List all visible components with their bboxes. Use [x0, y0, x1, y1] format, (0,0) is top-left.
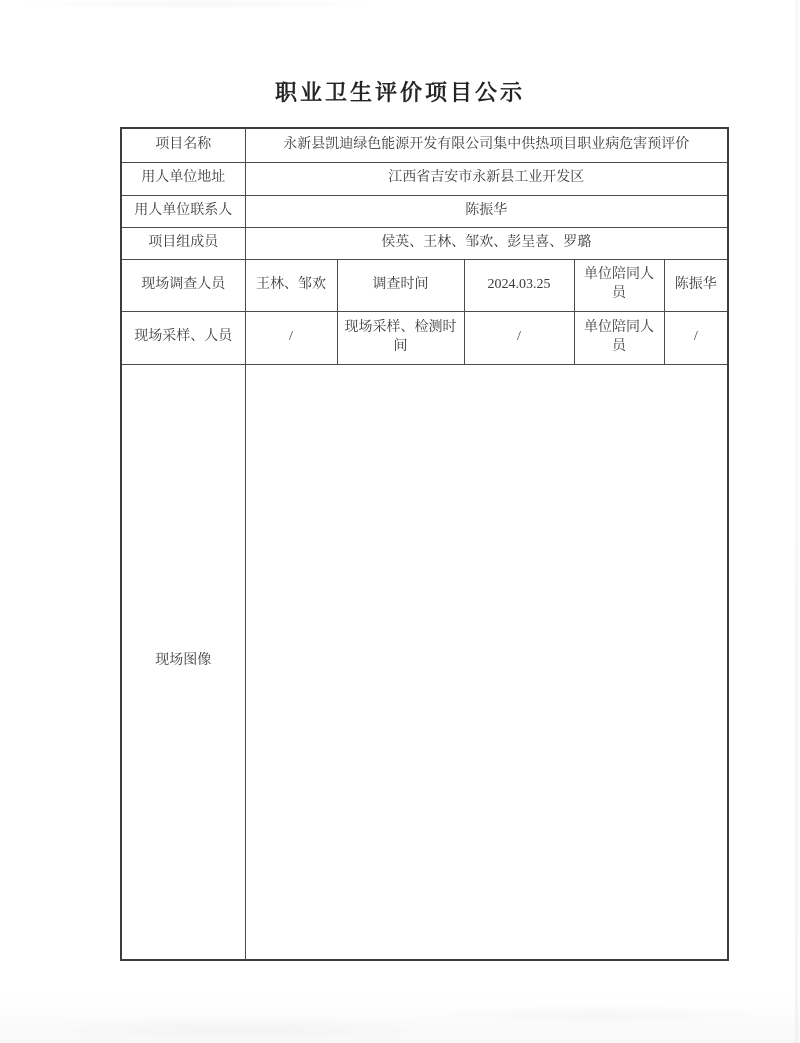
- employer-address-label: 用人单位地址: [121, 162, 245, 195]
- announcement-table: [120, 127, 729, 961]
- page-title: 职业卫生评价项目公示: [274, 80, 525, 105]
- survey-escort-label: 单位陪同人员: [574, 259, 664, 311]
- table-row-site-sampling: [121, 311, 728, 364]
- scan-artifact-right-edge: [795, 0, 798, 1043]
- table-row-employer-address: [121, 162, 728, 195]
- project-team-value: 侯英、王林、邹欢、彭呈喜、罗璐: [245, 227, 728, 259]
- table-row-site-survey: [121, 259, 728, 311]
- site-sampling-label: 现场采样、人员: [121, 311, 245, 364]
- site-survey-label: 现场调查人员: [121, 259, 245, 311]
- site-images-label: 现场图像: [121, 364, 245, 960]
- table-row-project-team: [121, 227, 728, 259]
- project-team-label: 项目组成员: [121, 227, 245, 259]
- table-row-employer-contact: [121, 195, 728, 227]
- table-row-site-images: [121, 364, 728, 960]
- sampling-time-label: 现场采样、检测时间: [337, 311, 464, 364]
- employer-contact-label: 用人单位联系人: [121, 195, 245, 227]
- site-images-area: [245, 364, 728, 960]
- sampling-escort-value: /: [664, 311, 728, 364]
- employer-contact-value: 陈振华: [245, 195, 728, 227]
- survey-escort-value: 陈振华: [664, 259, 728, 311]
- employer-address-value: 江西省吉安市永新县工业开发区: [245, 162, 728, 195]
- table-row-project-name: [121, 128, 728, 162]
- site-survey-personnel: 王林、邹欢: [245, 259, 337, 311]
- survey-time-value: 2024.03.25: [464, 259, 574, 311]
- survey-time-label: 调查时间: [337, 259, 464, 311]
- site-sampling-personnel: /: [245, 311, 337, 364]
- project-name-value: 永新县凯迪绿色能源开发有限公司集中供热项目职业病危害预评价: [245, 128, 728, 162]
- scan-artifact-top: [0, 0, 800, 20]
- project-name-label: 项目名称: [121, 128, 245, 162]
- sampling-time-value: /: [464, 311, 574, 364]
- sampling-escort-label: 单位陪同人员: [574, 311, 664, 364]
- scan-artifact-bottom: [0, 973, 800, 1043]
